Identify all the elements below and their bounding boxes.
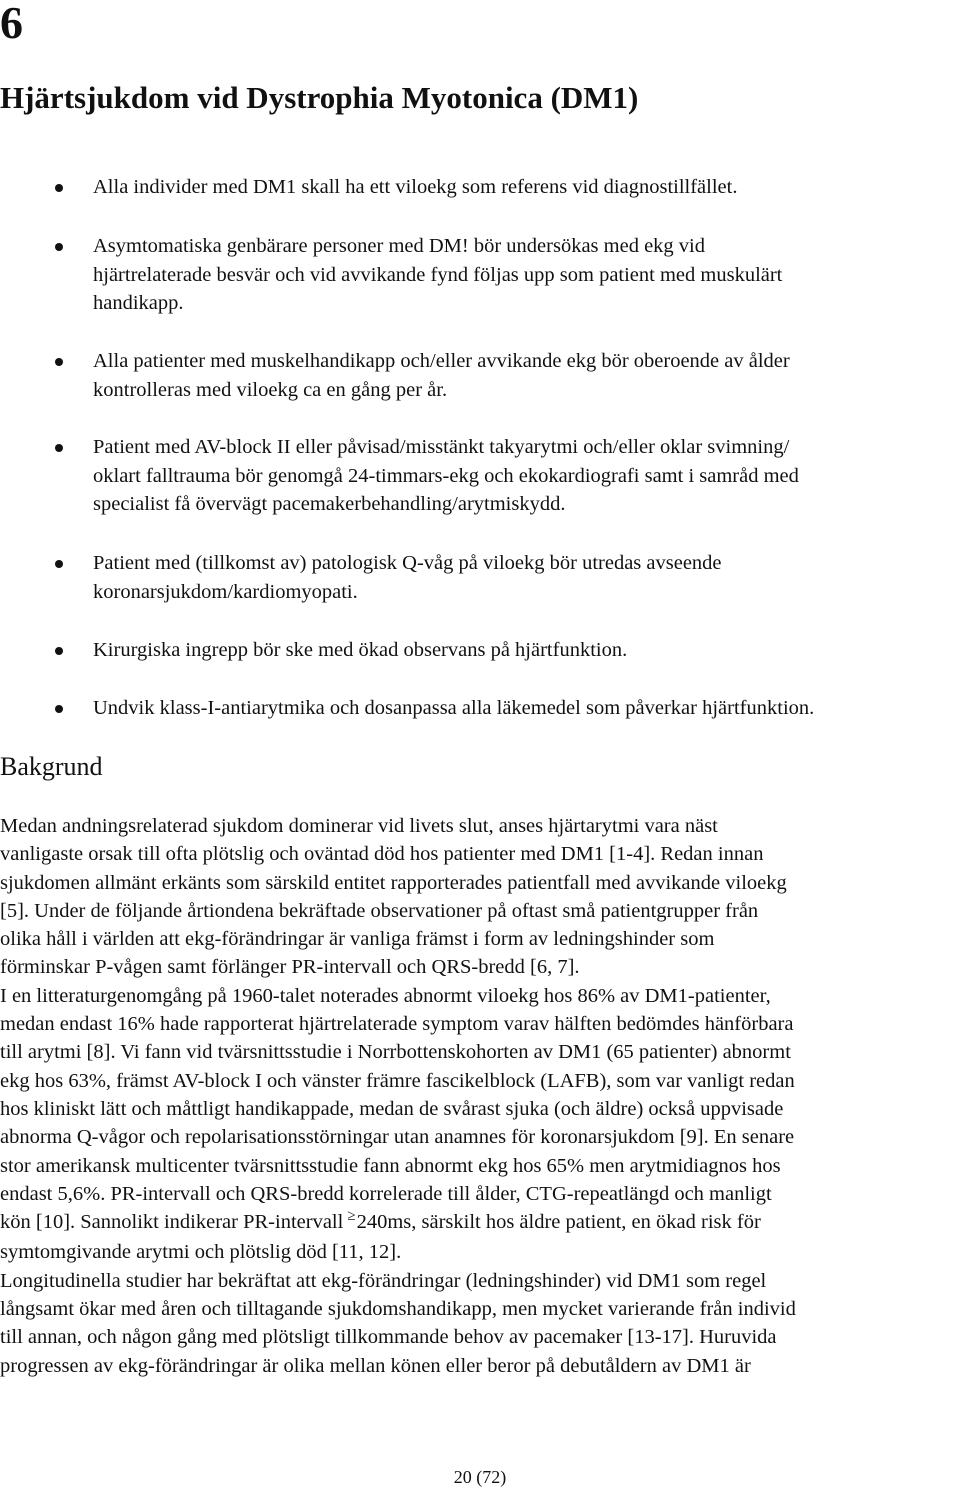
section-heading: Bakgrund <box>0 752 103 781</box>
bullet-icon <box>55 184 63 192</box>
list-item-text: Alla individer med DM1 skall ha ett viloekg som referens vid diagnostillfället. <box>93 176 738 198</box>
page-number: 20 (72) <box>453 1467 507 1487</box>
body-line: till annan, och någon gång med plötsligt tillkommande behov av pacemaker [13-17]. Huruvida <box>0 1326 777 1349</box>
list-item-text: Alla patienter med muskelhandikapp och/eller avvikande ekg bör oberoende av ålder kontrolleras med viloekg ca en gång per år. <box>93 350 790 401</box>
bullet-icon <box>55 243 63 251</box>
body-line: progressen av ekg-förändringar är olika mellan könen eller beror på debutåldern av DM1 är <box>0 1354 751 1377</box>
body-paragraphs <box>0 812 960 1380</box>
body-line: I en litteraturgenomgång på 1960-talet noterades abnormt viloekg hos 86% av DM1-patienter, <box>0 984 771 1007</box>
body-line <box>0 1208 960 1238</box>
body-line: olika håll i världen att ekg-förändringar är vanliga främst i form av ledningshinder som <box>0 928 715 951</box>
body-line: Longitudinella studier har bekräftat att ekg-förändringar (ledningshinder) vid DM1 som regel <box>0 1269 767 1292</box>
body-line: Medan andningsrelaterad sjukdom dominerar vid livets slut, anses hjärtarytmi vara näst <box>0 815 718 837</box>
body-line: endast 5,6%. PR-intervall och QRS-bredd korrelerade till ålder, CTG-repeatlängd och manligt <box>0 1182 772 1205</box>
list-item-text: Undvik klass-I-antiarytmika och dosanpassa alla läkemedel som påverkar hjärtfunktion. <box>93 697 815 719</box>
body-line: hos kliniskt lätt och måttligt handikappade, medan de svårast sjuka (och äldre) också uppvisade <box>0 1097 784 1120</box>
chapter-number: 6 <box>0 0 23 48</box>
chapter-title: Hjärtsjukdom vid Dystrophia Myotonica (DM1) <box>0 80 639 115</box>
body-line: medan endast 16% hade rapporterat hjärtrelaterade symptom varav hälften bedömdes hänförbara <box>0 1013 794 1036</box>
body-line-segment: kön [10]. Sannolikt indikerar PR-intervall <box>0 1211 344 1234</box>
list-item-text: Patient med (tillkomst av) patologisk Q-våg på viloekg bör utredas avseende koronarsjukdom/kardiomyopati. <box>93 552 722 603</box>
bullet-icon <box>55 705 63 713</box>
bullet-icon <box>55 444 63 452</box>
body-line: ekg hos 63%, främst AV-block I och vänster främre fascikelblock (LAFB), som var vanligt redan <box>0 1069 795 1092</box>
body-line: vanligaste orsak till ofta plötslig och oväntad död hos patienter med DM1 [1-4]. Redan innan <box>0 843 764 866</box>
body-line: sjukdomen allmänt erkänts som särskild entitet rapporterades patientfall med avvikande viloekg <box>0 871 787 894</box>
body-line: abnorma Q-vågor och repolarisationsstörningar utan anamnes för koronarsjukdom [9]. En senare <box>0 1126 795 1149</box>
list-item-text: Patient med AV-block II eller påvisad/misstänkt takyarytmi och/eller oklar svimning/ oklart falltrauma bör genomgå 24-timmars-ekg och ekokardiografi samt i samråd med specialist få övervägt pacemakerbehandling/arytmiskydd. <box>93 436 799 515</box>
list-item-text: Asymtomatiska genbärare personer med DM! bör undersökas med ekg vid hjärtrelaterade besvär och vid avvikande fynd följas upp som patient med muskulärt handikapp. <box>93 235 783 314</box>
bullet-icon <box>55 560 63 568</box>
body-line-segment: 240ms, särskilt hos äldre patient, en ökad risk för <box>356 1211 761 1234</box>
body-line: långsamt ökar med åren och tilltagande sjukdomshandikapp, men mycket varierande från individ <box>0 1298 796 1321</box>
body-line: stor amerikansk multicenter tvärsnittsstudie fann abnormt ekg hos 65% men arytmidiagnos hos <box>0 1154 781 1177</box>
body-line: förminskar P-vågen samt förlänger PR-intervall och QRS-bredd [6, 7]. <box>0 956 580 979</box>
bullet-icon <box>55 647 63 655</box>
body-line: till arytmi [8]. Vi fann vid tvärsnittsstudie i Norrbottenskohorten av DM1 (65 patienter) abnormt <box>0 1041 791 1064</box>
body-line: symtomgivande arytmi och plötslig död [11, 12]. <box>0 1241 402 1264</box>
greater-equal-symbol: ≥ <box>347 1208 356 1225</box>
body-line: [5]. Under de följande årtiondena bekräftade observationer på oftast små patientgrupper från <box>0 899 759 922</box>
list-item-text: Kirurgiska ingrepp bör ske med ökad observans på hjärtfunktion. <box>93 639 628 661</box>
bullet-icon <box>55 358 63 366</box>
